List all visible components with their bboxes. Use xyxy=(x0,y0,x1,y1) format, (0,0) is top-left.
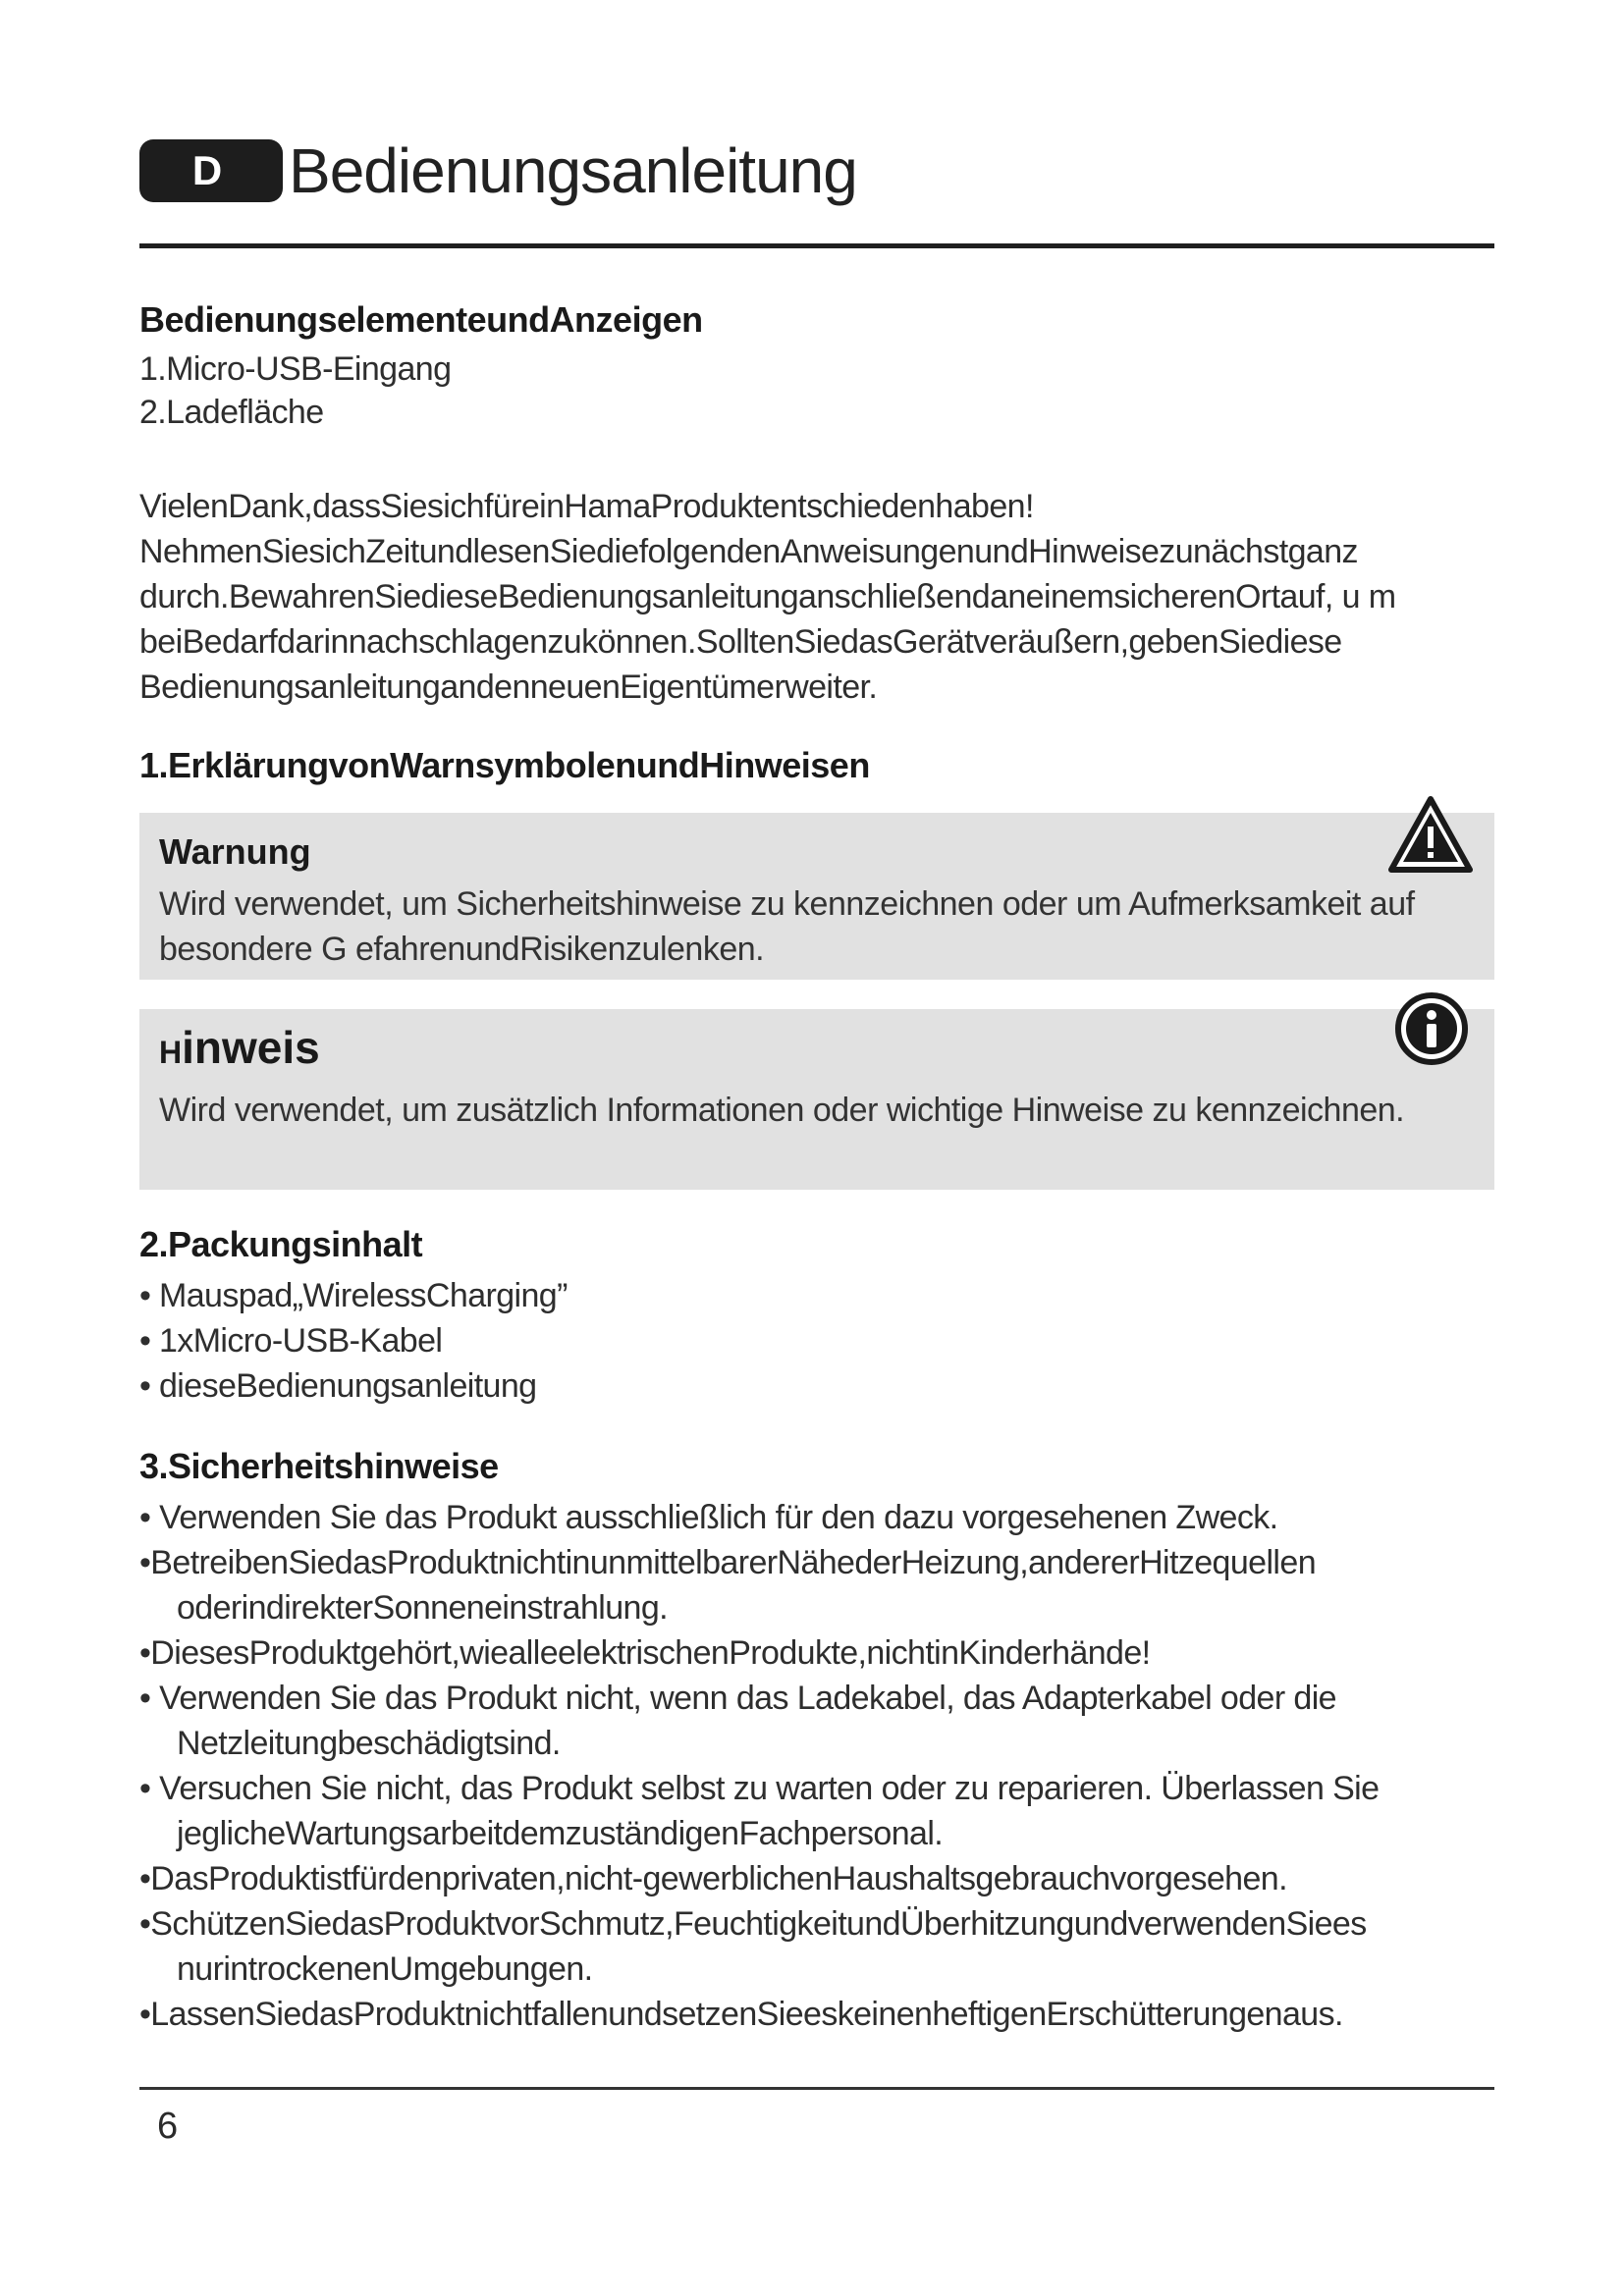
info-icon xyxy=(1394,991,1469,1066)
intro-line: BedienungsanleitungandenneuenEigentümerweiter. xyxy=(139,668,878,706)
safety-line: •DiesesProduktgehört,wiealleelektrischenProdukte,nichtinKinderhände! xyxy=(139,1634,1151,1672)
hint-title: Hinweis xyxy=(159,1022,320,1073)
package-item: • 1xMicro-USB-Kabel xyxy=(139,1322,443,1360)
intro-line: durch.BewahrenSiedieseBedienungsanleitunganschließendaneinemsicherenOrtauf, u m xyxy=(139,578,1396,615)
section-1-heading: 1.ErklärungvonWarnsymbolenundHinweisen xyxy=(139,745,870,785)
controls-item: 1.Micro-USB-Eingang xyxy=(139,350,452,388)
safety-line: oderindirekterSonneneinstrahlung. xyxy=(177,1589,668,1627)
document-title: Bedienungsanleitung xyxy=(289,135,857,206)
warning-text-line: besondere G efahrenundRisikenzulenken. xyxy=(159,931,765,968)
safety-line: •LassenSiedasProduktnichtfallenundsetzenSieeskeinenheftigenErschütterungenaus. xyxy=(139,1996,1343,2033)
safety-line: • Verwenden Sie das Produkt ausschließlich für den dazu vorgesehenen Zweck. xyxy=(139,1499,1278,1536)
safety-line: Netzleitungbeschädigtsind. xyxy=(177,1725,561,1762)
section-2-heading: 2.Packungsinhalt xyxy=(139,1224,423,1264)
page-header xyxy=(139,133,1494,212)
safety-line: •DasProduktistfürdenprivaten,nicht-gewerblichenHaushaltsgebrauchvorgesehen. xyxy=(139,1860,1287,1897)
safety-line: jeglicheWartungsarbeitdemzuständigenFachpersonal. xyxy=(177,1815,944,1852)
safety-line: • Versuchen Sie nicht, das Produkt selbst zu warten oder zu reparieren. Überlassen Sie xyxy=(139,1770,1380,1807)
intro-line: beiBedarfdarinnachschlagenzukönnen.SolltenSiedasGerätveräußern,gebenSiediese xyxy=(139,623,1342,661)
safety-line: •SchützenSiedasProduktvorSchmutz,FeuchtigkeitundÜberhitzungundverwendenSiees xyxy=(139,1905,1367,1943)
hint-box xyxy=(139,1009,1494,1190)
footer-divider xyxy=(139,2087,1494,2090)
intro-line: NehmenSiesichZeitundlesenSiediefolgendenAnweisungenundHinweisezunächstganz xyxy=(139,533,1358,570)
package-item: • dieseBedienungsanleitung xyxy=(139,1367,537,1405)
language-badge: D xyxy=(139,139,283,202)
controls-heading: BedienungselementeundAnzeigen xyxy=(139,299,703,340)
warning-title: Warnung xyxy=(159,831,311,872)
warning-text-line: Wird verwendet, um Sicherheitshinweise zu kennzeichnen oder um Aufmerksamkeit auf xyxy=(159,885,1415,923)
warning-box xyxy=(139,813,1494,980)
page-number: 6 xyxy=(157,2106,179,2147)
safety-line: nurintrockenenUmgebungen. xyxy=(177,1950,593,1988)
package-item: • Mauspad„WirelessCharging” xyxy=(139,1277,568,1314)
header-divider xyxy=(139,243,1494,248)
hint-text-line: Wird verwendet, um zusätzlich Informationen oder wichtige Hinweise zu kennzeichnen. xyxy=(159,1092,1405,1129)
section-3-heading: 3.Sicherheitshinweise xyxy=(139,1446,499,1486)
warning-triangle-icon xyxy=(1388,795,1473,874)
safety-line: • Verwenden Sie das Produkt nicht, wenn das Ladekabel, das Adapterkabel oder die xyxy=(139,1680,1336,1717)
safety-line: •BetreibenSiedasProduktnichtinunmittelbarerNähederHeizung,andererHitzequellen xyxy=(139,1544,1317,1581)
controls-item: 2.Ladefläche xyxy=(139,394,324,431)
intro-line: VielenDank,dassSiesichfüreinHamaProduktentschiedenhaben! xyxy=(139,488,1034,525)
